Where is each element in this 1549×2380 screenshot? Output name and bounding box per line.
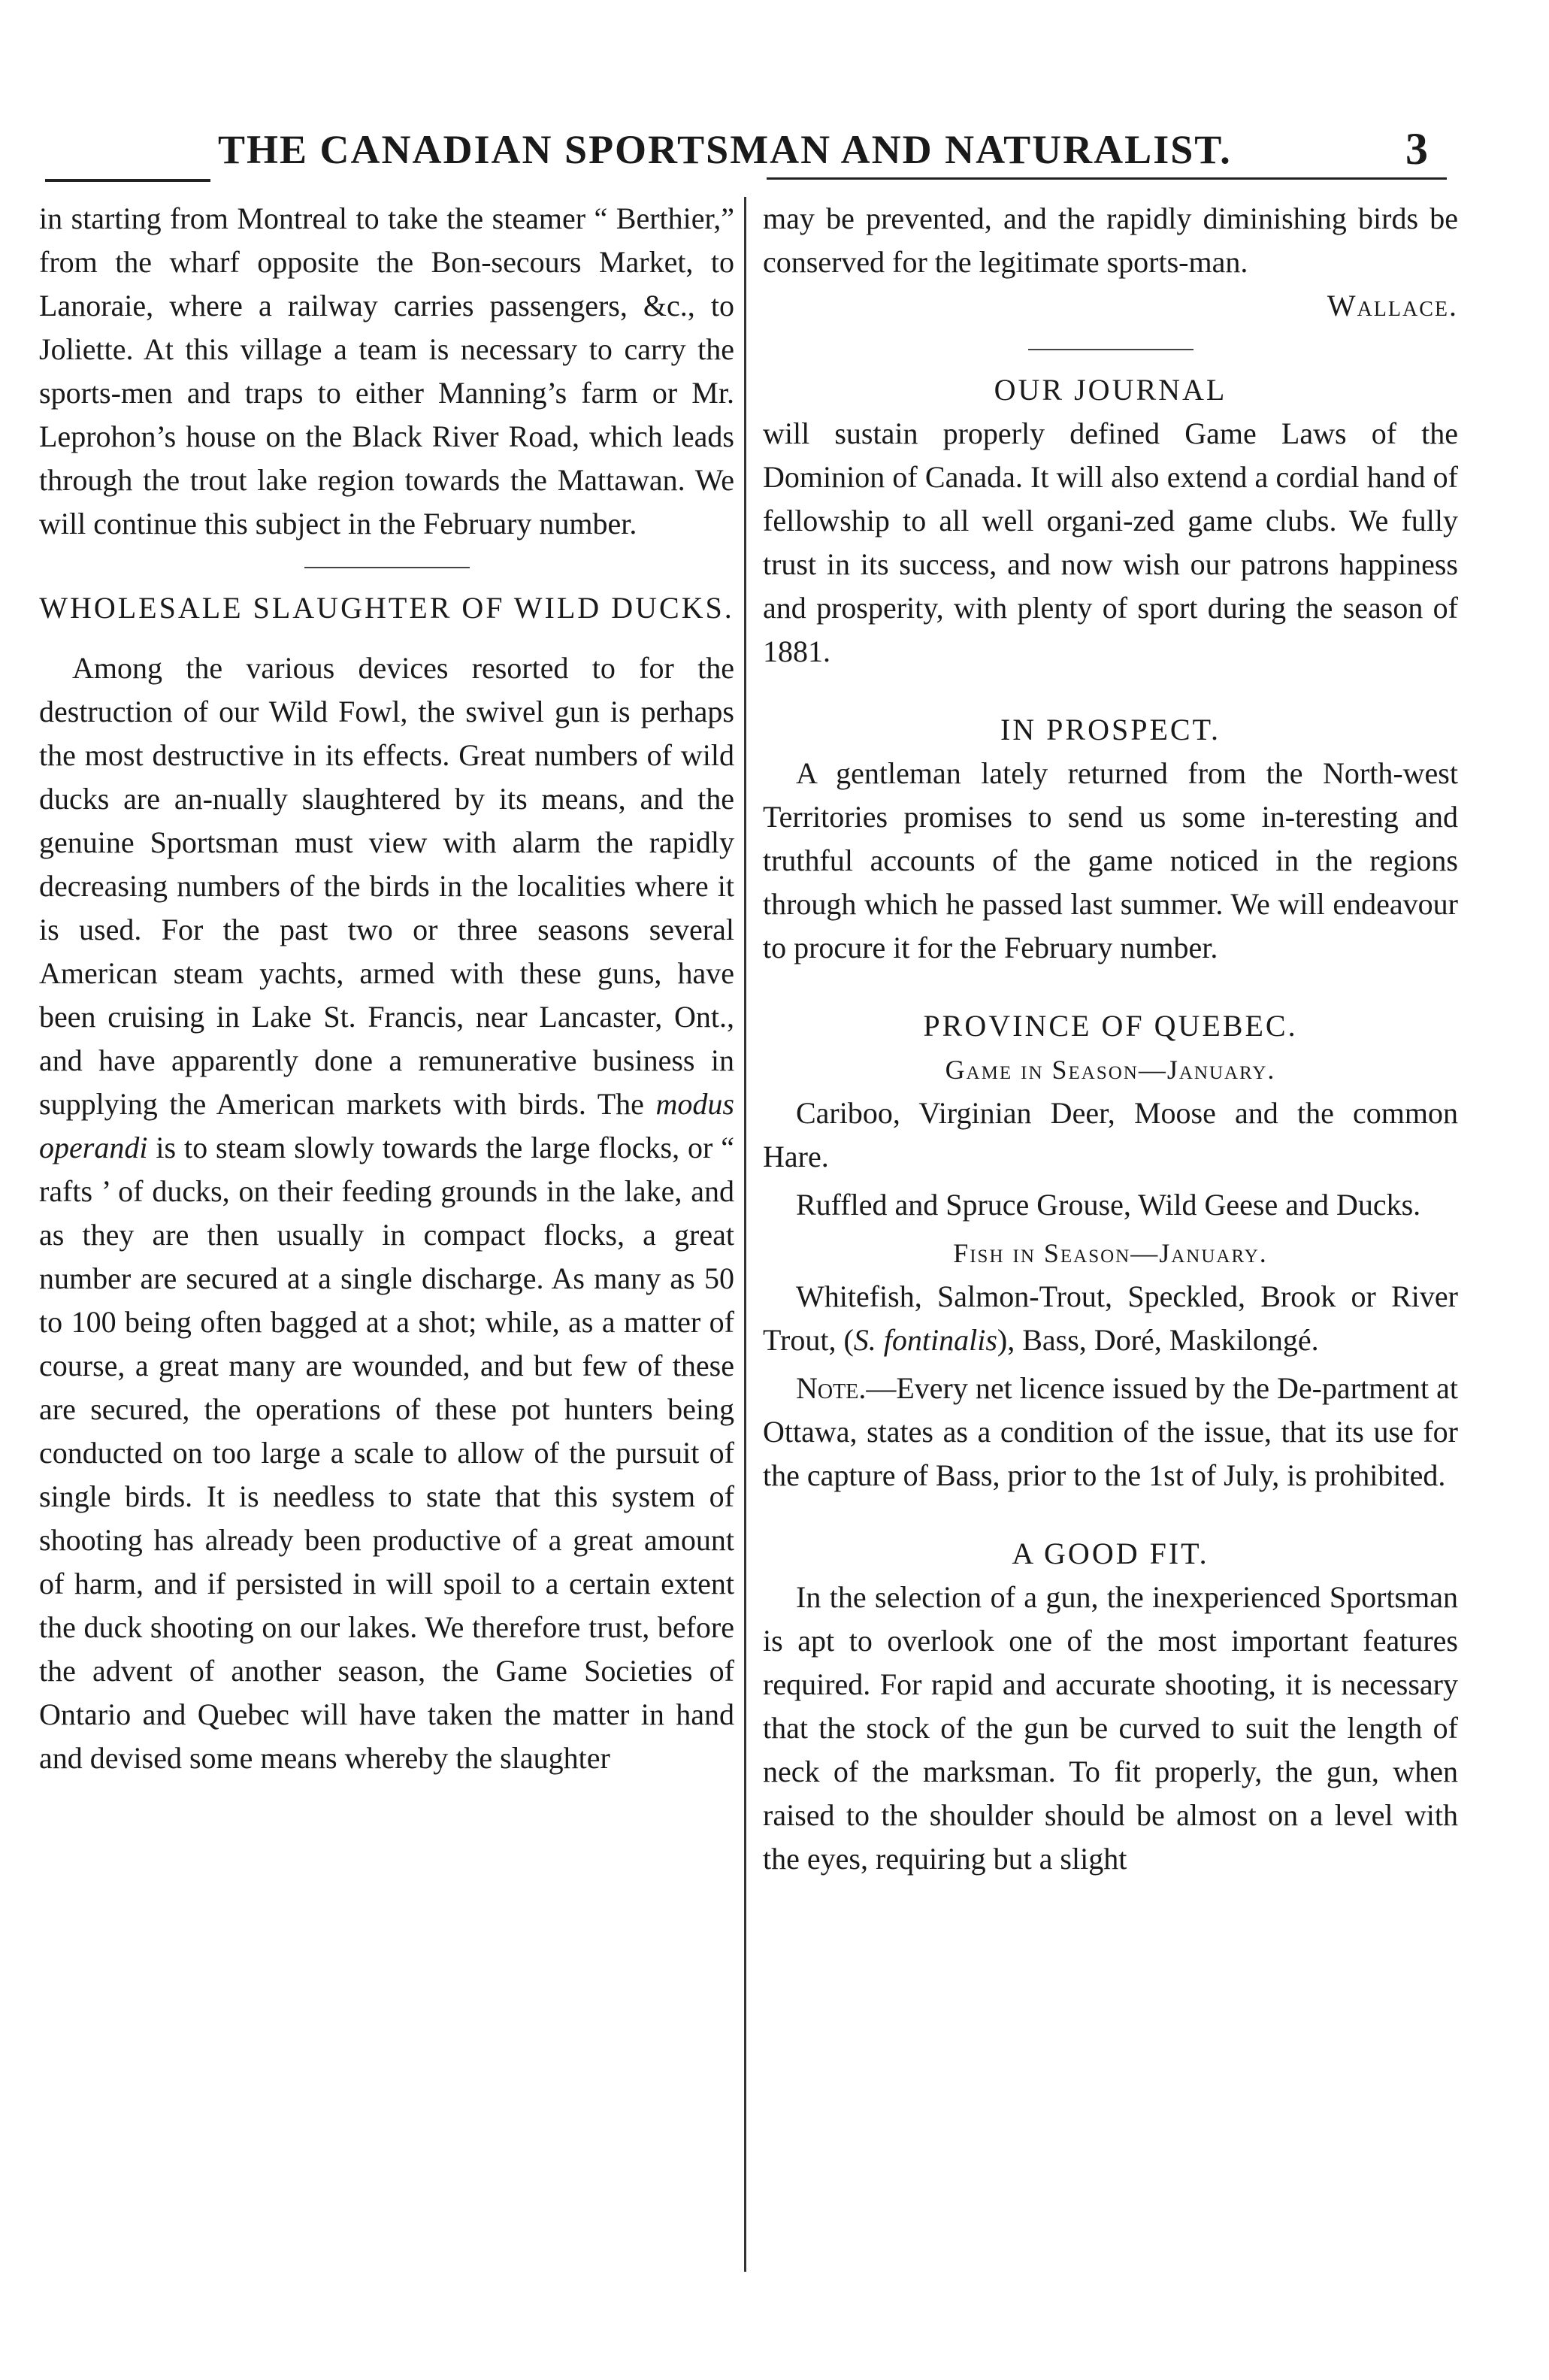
fish-list-part-2: ), Bass, Doré, Maskilongé. [997, 1323, 1319, 1357]
article-body-italic: modus operandi [39, 1087, 734, 1164]
article-body-part-2: is to steam slowly towards the large flocks, or “ rafts ’ of ducks, on their feeding grounds in the lake, and as they are then usually in compact flocks, a great number are secured at a single discharge. As many as 50 to 100 being often bagged at a shot; while, as a matter of course, a great many are wounded, and but few of these are secured, the operations of these pot hunters being conducted on too large a scale to allow of the pursuit of single birds. It is needless to state that this system of shooting has already been productive of a great amount of harm, and if persisted in will spoil to a certain extent the duck shooting on our lakes. We therefore trust, before the advent of another season, the Game Societies of Ontario and Quebec will have taken the matter in hand and devised some means whereby the slaughter [39, 1131, 734, 1775]
left-column [39, 197, 734, 1785]
continued-paragraph-left: in starting from Montreal to take the steamer “ Berthier,” from the wharf opposite the Bon-secours Market, to Lanoraie, where a railway carries passengers, &c., to Joliette. At this village a team is necessary to carry the sports-men and traps to either Manning’s farm or Mr. Leprohon’s house on the Black River Road, which leads through the trout lake region towards the Mattawan. We will continue this subject in the February number. [39, 201, 734, 540]
spacer [763, 974, 1458, 1004]
right-column [763, 197, 1458, 1885]
running-title: THE CANADIAN SPORTSMAN AND NATURALIST. [218, 127, 1232, 172]
game-list-line-2: Ruffled and Spruce Grouse, Wild Geese and Ducks. [796, 1188, 1421, 1222]
continued-paragraph-right [763, 197, 1458, 328]
article-heading-wholesale-slaughter: WHOLESALE SLAUGHTER OF WILD DUCKS. [39, 591, 734, 625]
heading-province-of-quebec: PROVINCE OF QUEBEC. [923, 1009, 1298, 1043]
section-divider [304, 567, 470, 568]
running-head [173, 126, 1451, 180]
game-list-line-1: Cariboo, Virginian Deer, Moose and the common Hare. [763, 1096, 1458, 1173]
page-number: 3 [1405, 124, 1428, 174]
header-rule-left [45, 179, 210, 182]
subheading-game-in-season: Game in Season—January. [945, 1055, 1276, 1085]
article-body-part-1: Among the various devices resorted to for the destruction of our Wild Fowl, the swivel gun is perhaps the most destructive in its effects. Great numbers of wild ducks are an-nually slaughtered by its means, and the genuine Sportsman must view with alarm the rapidly decreasing numbers of the birds in the localities where it is used. For the past two or three seasons several American steam yachts, armed with these guns, have been cruising in Lake St. Francis, near Lancaster, Ont., and have apparently done a remunerative business in supplying the American markets with birds. The [39, 651, 734, 1121]
note-label: Note. [796, 1371, 867, 1405]
heading-a-good-fit: A GOOD FIT. [1012, 1537, 1209, 1570]
signature-wallace: Wallace. [1327, 289, 1458, 322]
note-paragraph [763, 1367, 1458, 1497]
spacer [763, 678, 1458, 708]
subheading-fish-in-season: Fish in Season—January. [953, 1238, 1268, 1268]
column-divider [744, 197, 746, 2272]
body-a-good-fit: In the selection of a gun, the inexperienced Sportsman is apt to overlook one of the most important features required. For rapid and accurate shooting, it is necessary that the stock of the gun be curved to suit the length of neck of the marksman. To fit properly, the gun, when raised to the shoulder should be almost on a level with the eyes, requiring but a slight [763, 1580, 1458, 1876]
note-text: —Every net licence issued by the De-partment at Ottawa, states as a condition of the issue, that its use for the capture of Bass, prior to the 1st of July, is prohibited. [763, 1371, 1458, 1492]
body-in-prospect: A gentleman lately returned from the North-west Territories promises to send us some in-teresting and truthful accounts of the game noticed in the regions through which he passed last summer. We will endeavour to procure it for the February number. [763, 756, 1458, 964]
section-divider [1028, 349, 1194, 350]
heading-in-prospect: IN PROSPECT. [1000, 713, 1221, 746]
fish-list [763, 1275, 1458, 1362]
body-our-journal: will sustain properly defined Game Laws of the Dominion of Canada. It will also extend a cordial hand of fellowship to all well organi-zed game clubs. We fully trust in its success, and now wish our patrons happiness and prosperity, with plenty of sport during the season of 1881. [763, 416, 1458, 668]
fish-list-italic: S. fontinalis [853, 1323, 997, 1357]
continued-text-right: may be prevented, and the rapidly diminishing birds be conserved for the legitimate sports-man. [763, 201, 1458, 279]
heading-our-journal: OUR JOURNAL [994, 373, 1227, 407]
fish-list-part-1: Whitefish, Salmon-Trout, Speckled, Brook or River Trout, ( [763, 1279, 1458, 1357]
article-body-wholesale-slaughter [39, 646, 734, 1780]
spacer [39, 630, 734, 646]
spacer [763, 1502, 1458, 1532]
header-rule-right [767, 177, 1447, 180]
